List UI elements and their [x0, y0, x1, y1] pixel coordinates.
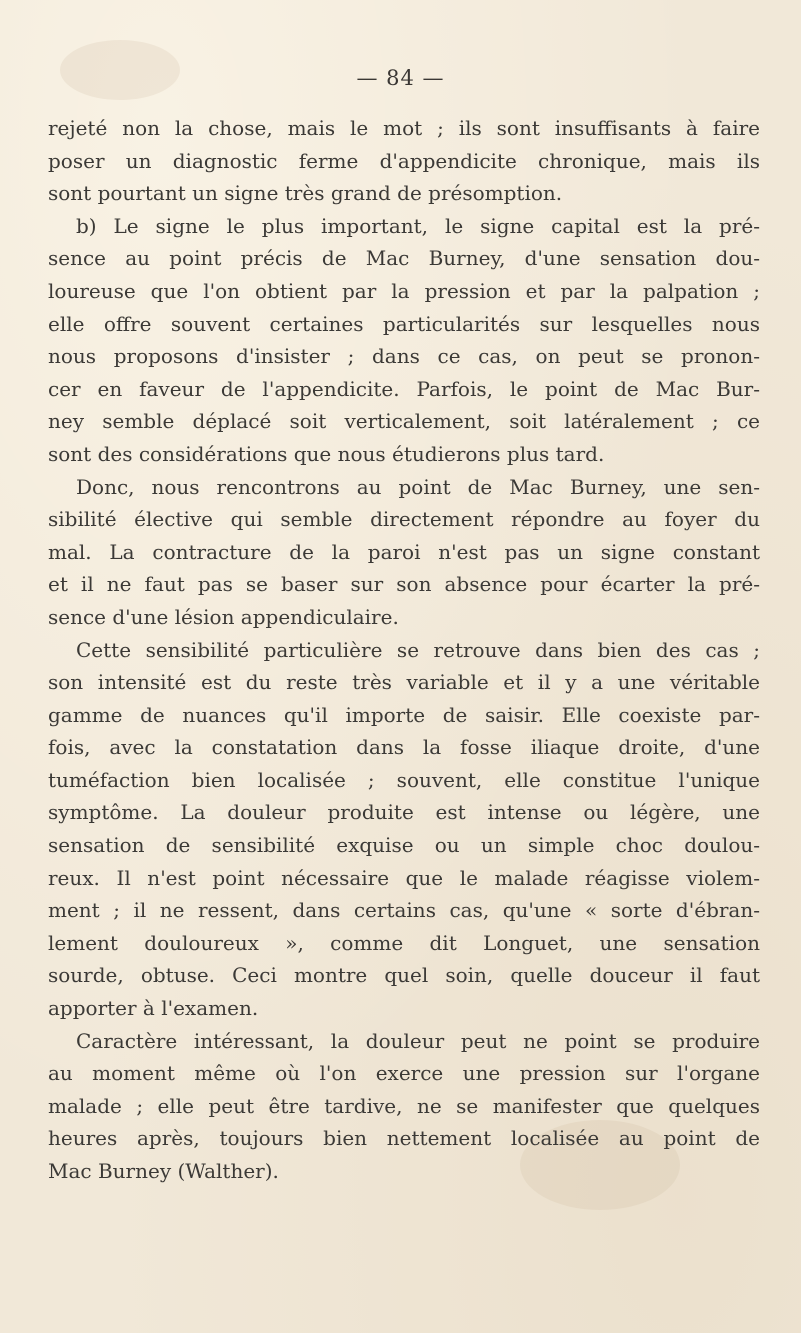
text-line: tuméfaction bien localisée ; souvent, elle constitue l'unique	[48, 767, 760, 792]
text-line: loureuse que l'on obtient par la pression et par la palpation ;	[48, 278, 760, 303]
paragraph	[48, 1025, 760, 1188]
text-line: fois, avec la constatation dans la fosse iliaque droite, d'une	[48, 735, 760, 760]
text-line: Cette sensibilité particulière se retrouve dans bien des cas ;	[76, 637, 760, 662]
text-line: mal. La contracture de la paroi n'est pas un signe constant	[48, 539, 760, 564]
text-line: apporter à l'examen.	[48, 996, 259, 1021]
text-line: sence d'une lésion appendiculaire.	[48, 604, 399, 629]
text-line: et il ne faut pas se baser sur son absence pour écarter la pré-	[48, 572, 760, 597]
text-line: Donc, nous rencontrons au point de Mac Burney, une sen-	[76, 474, 760, 499]
text-line: sensation de sensibilité exquise ou un simple choc doulou-	[48, 833, 760, 858]
page-number: — 84 —	[356, 66, 445, 90]
paragraph	[48, 112, 760, 210]
text-line: ment ; il ne ressent, dans certains cas, qu'une « sorte d'ébran-	[48, 898, 760, 923]
text-line: sont des considérations que nous étudierons plus tard.	[48, 441, 605, 466]
text-line: cer en faveur de l'appendicite. Parfois, le point de Mac Bur-	[48, 376, 760, 401]
text-line: sibilité élective qui semble directement répondre au foyer du	[48, 507, 760, 532]
text-line: malade ; elle peut être tardive, ne se manifester que quelques	[48, 1093, 760, 1118]
text-line: reux. Il n'est point nécessaire que le malade réagisse violem-	[48, 865, 760, 890]
text-line: Mac Burney (Walther).	[48, 1159, 279, 1183]
text-line: son intensité est du reste très variable et il y a une véritable	[48, 670, 760, 695]
text-line: b) Le signe le plus important, le signe capital est la pré-	[76, 213, 760, 238]
text-line: gamme de nuances qu'il importe de saisir. Elle coexiste par-	[48, 702, 760, 727]
text-line: heures après, toujours bien nettement localisée au point de	[48, 1126, 760, 1151]
paragraph	[48, 210, 760, 471]
text-line: ney semble déplacé soit verticalement, soit latéralement ; ce	[48, 409, 760, 434]
body-text	[48, 112, 760, 1188]
text-line: lement douloureux », comme dit Longuet, une sensation	[48, 930, 760, 955]
text-line: sence au point précis de Mac Burney, d'une sensation dou-	[48, 246, 760, 271]
paragraph	[48, 471, 760, 634]
text-line: Caractère intéressant, la douleur peut ne point se produire	[76, 1028, 760, 1053]
text-line: nous proposons d'insister ; dans ce cas, on peut se pronon-	[48, 344, 760, 369]
paragraph	[48, 634, 760, 1025]
text-line: au moment même où l'on exerce une pression sur l'organe	[48, 1061, 760, 1086]
text-line: rejeté non la chose, mais le mot ; ils sont insuffisants à faire	[48, 116, 760, 140]
text-line: elle offre souvent certaines particularités sur lesquelles nous	[48, 311, 760, 336]
text-line: poser un diagnostic ferme d'appendicite chronique, mais ils	[48, 148, 760, 173]
text-line: sont pourtant un signe très grand de présomption.	[48, 181, 563, 206]
text-line: sourde, obtuse. Ceci montre quel soin, quelle douceur il faut	[48, 963, 760, 988]
text-line: symptôme. La douleur produite est intense ou légère, une	[48, 800, 760, 825]
